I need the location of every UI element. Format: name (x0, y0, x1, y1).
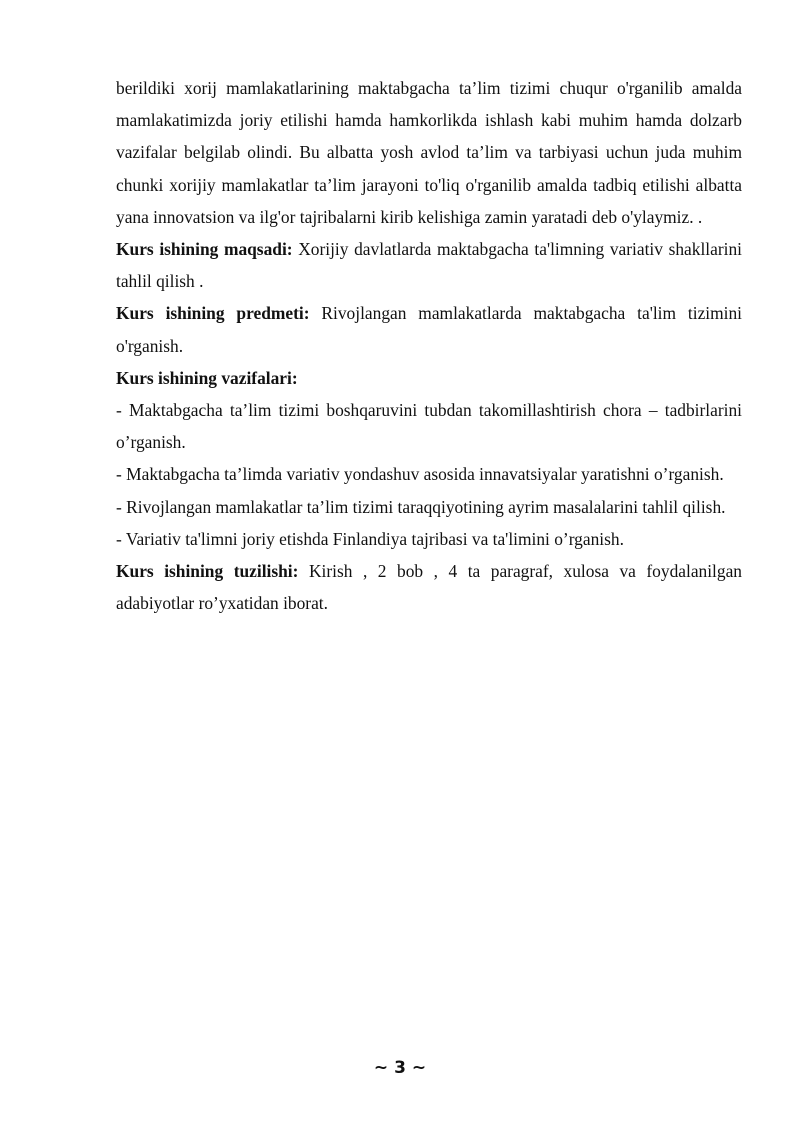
task-item: - Rivojlangan mamlakatlar ta’lim tizimi taraqqiyotining ayrim masalalarini tahlil qilish. (116, 496, 726, 517)
task-item: - Maktabgacha ta’lim tizimi boshqaruvini tubdan takomillashtirish chora – tadbirlarini o’rganish. (116, 400, 742, 453)
goal-paragraph (116, 233, 742, 297)
subject-label: Kurs ishining predmeti: (116, 303, 310, 324)
page-number: ~ 3 ~ (373, 1058, 427, 1078)
subject-paragraph (116, 297, 742, 361)
subject-text: Rivojlangan mamlakatlarda maktabgacha ta'lim tizimini o'rganish. (116, 303, 743, 356)
structure-paragraph (116, 555, 742, 619)
tasks-heading (116, 362, 742, 394)
goal-label: Kurs ishining maqsadi: (116, 239, 293, 260)
structure-text: Kirish , 2 bob , 4 ta paragraf, xulosa va foydalanilgan adabiyotlar ro’yxatidan iborat. (116, 561, 742, 614)
intro-paragraph: berildiki xorij mamlakatlarining maktabgacha ta’lim tizimi chuqur o'rganilib amalda mamlakatimizda joriy etilishi hamda hamkorlikda ishlash kabi muhim hamda dolzarb vazifalar belgilab olindi. Bu albatta yosh avlod ta’lim va tarbiyasi uchun juda muhim chunki xorijiy mamlakatlar ta’lim jarayoni to'liq o'rganilib amalda tadbiq etilishi albatta yana innovatsion va ilg'or tajribalarni kirib kelishiga zamin yaratadi deb o'ylaymiz. . (116, 78, 742, 227)
goal-text: Xorijiy davlatlarda maktabgacha ta'limning variativ shakllarini tahlil qilish . (116, 239, 743, 292)
task-item: - Maktabgacha ta’limda variativ yondashuv asosida innavatsiyalar yaratishni o’rganish. (116, 464, 724, 485)
task-item: - Variativ ta'limni joriy etishda Finlandiya tajribasi va ta'limini o’rganish. (116, 528, 624, 549)
tasks-label: Kurs ishining vazifalari: (116, 367, 298, 388)
structure-label: Kurs ishining tuzilishi: (116, 561, 299, 582)
page-body (116, 72, 742, 619)
